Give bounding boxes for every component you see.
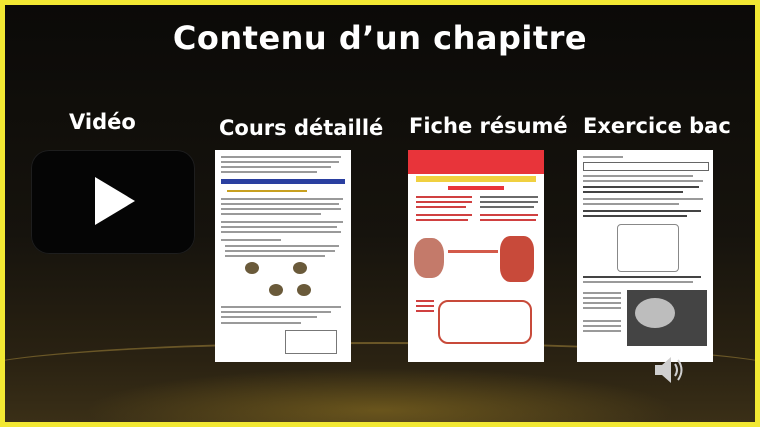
label-exercice: Exercice bac (583, 114, 731, 138)
slide (5, 5, 755, 422)
cours-document-thumbnail[interactable] (215, 150, 351, 362)
label-cours: Cours détaillé (219, 116, 384, 140)
exercice-document-thumbnail[interactable] (577, 150, 713, 362)
speaker-icon[interactable] (653, 355, 687, 385)
label-fiche: Fiche résumé (409, 114, 568, 138)
fiche-document-thumbnail[interactable] (408, 150, 544, 362)
slide-title: Contenu d’un chapitre (172, 19, 588, 57)
label-video: Vidéo (69, 110, 136, 134)
play-icon[interactable] (95, 177, 135, 225)
